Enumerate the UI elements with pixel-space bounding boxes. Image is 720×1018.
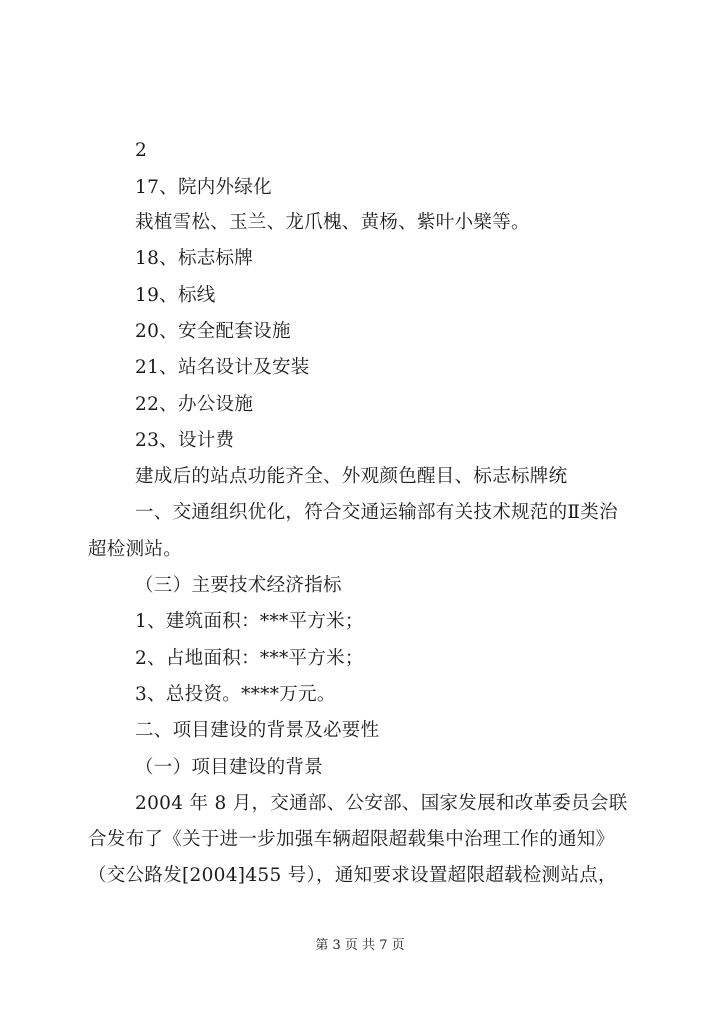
section-heading: （一）项目建设的背景	[135, 757, 324, 778]
text-line: 19、标线	[135, 285, 216, 306]
text-line: 2	[135, 140, 148, 161]
text-line: 22、办公设施	[135, 394, 254, 415]
text-line: 21、站名设计及安装	[135, 357, 310, 378]
text-line: 20、安全配套设施	[135, 321, 291, 342]
section-heading: （三）主要技术经济指标	[135, 575, 342, 596]
section-heading: 二、项目建设的背景及必要性	[135, 720, 380, 741]
text-line: 2、占地面积：***平方米；	[135, 648, 364, 669]
page-footer: 第 3 页 共 7 页	[315, 938, 405, 953]
text-line: 17、院内外绿化	[135, 177, 272, 198]
text-line: 1、建筑面积：***平方米；	[135, 611, 364, 632]
text-line: 合发布了《关于进一步加强车辆超限超载集中治理工作的通知》	[88, 829, 615, 850]
text-line: 18、标志标牌	[135, 248, 254, 269]
text-line: 一、交通组织优化，符合交通运输部有关技术规范的Ⅱ类治	[135, 502, 618, 523]
text-line: （交公路发[2004]455 号），通知要求设置超限超载检测站点，	[88, 865, 617, 886]
text-line: 栽植雪松、玉兰、龙爪槐、黄杨、紫叶小檗等。	[135, 212, 530, 233]
text-line: 2004 年 8 月，交通部、公安部、国家发展和改革委员会联	[135, 793, 628, 814]
text-line: 建成后的站点功能齐全、外观颜色醒目、标志标牌统	[135, 466, 568, 487]
text-line: 超检测站。	[88, 539, 183, 560]
text-line: 23、设计费	[135, 430, 235, 451]
text-line: 3、总投资。****万元。	[135, 684, 336, 705]
